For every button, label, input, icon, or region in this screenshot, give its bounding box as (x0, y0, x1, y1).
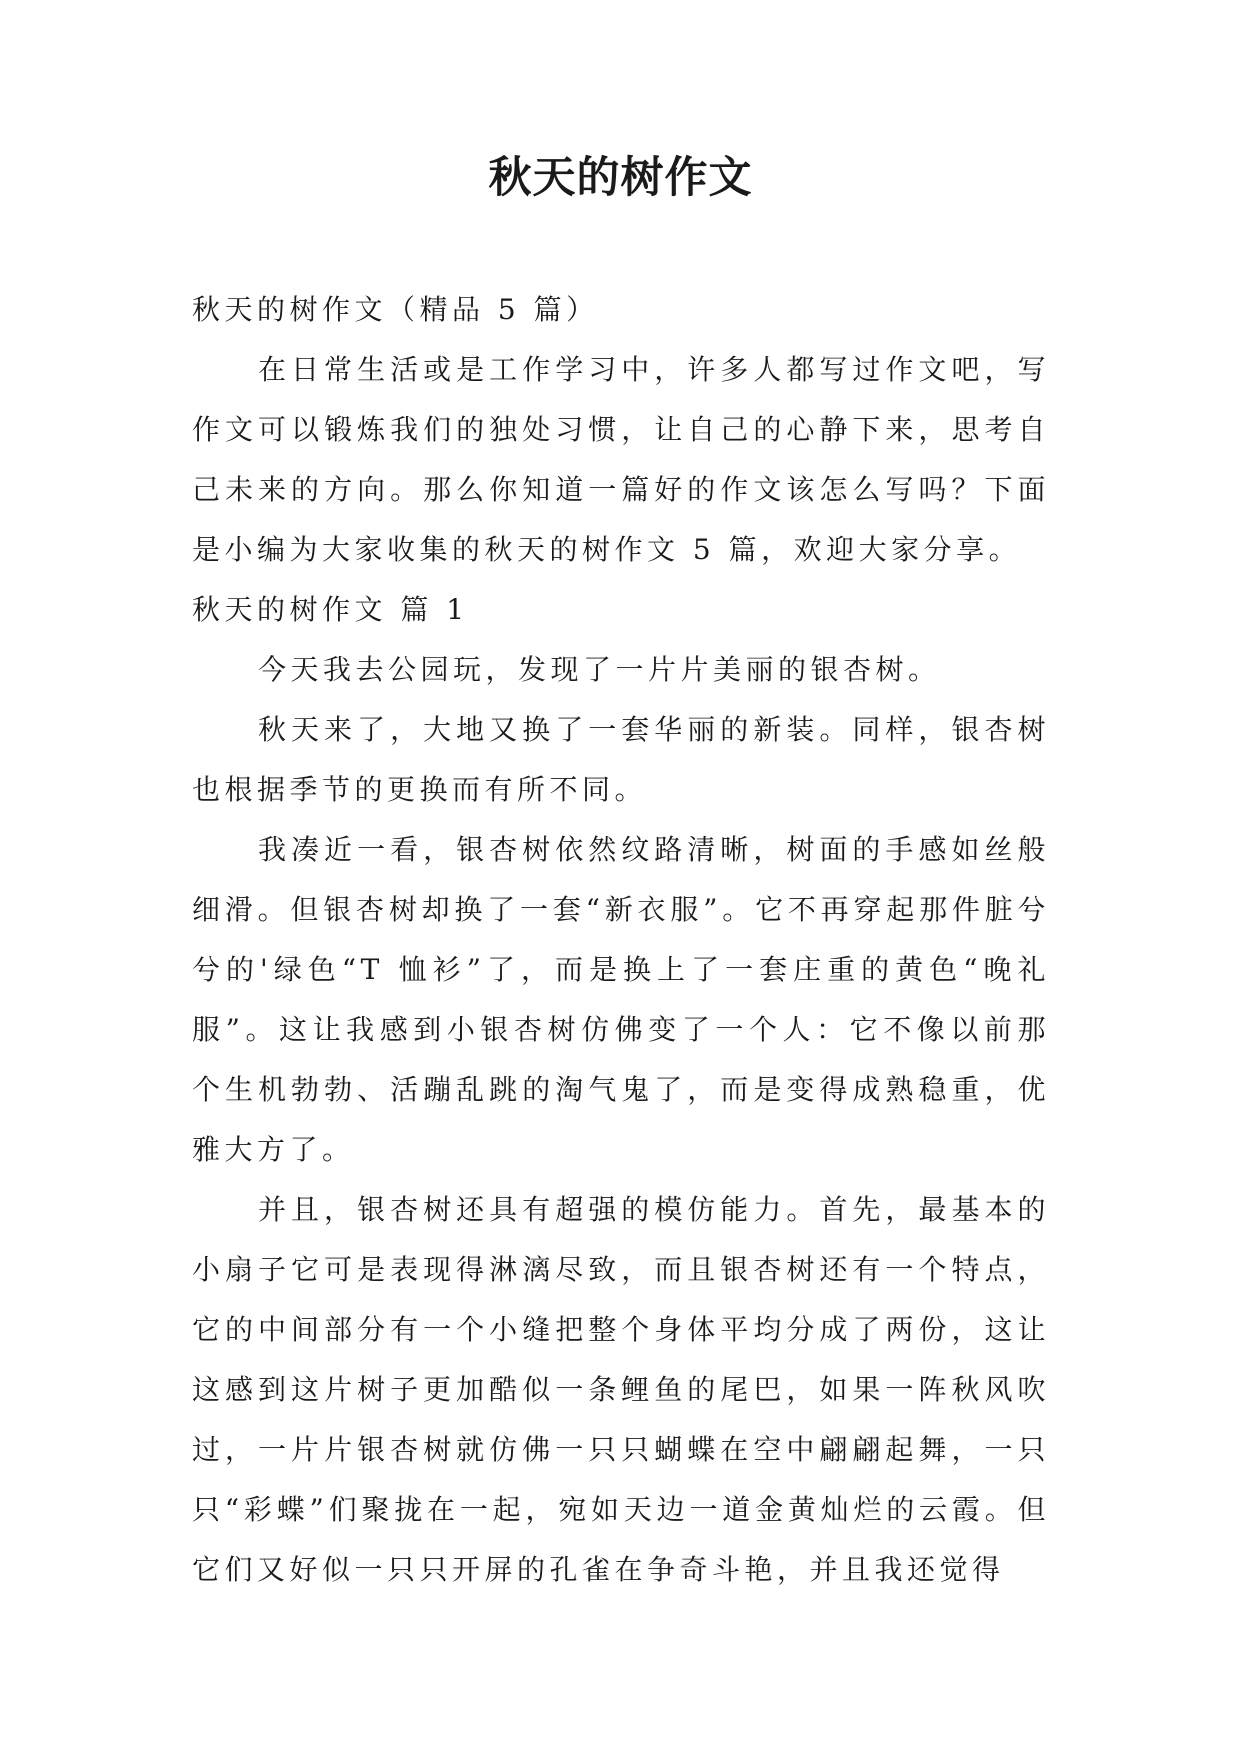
document-subtitle: 秋天的树作文（精品 5 篇） (192, 293, 599, 326)
body-paragraph: 并且，银杏树还具有超强的模仿能力。首先，最基本的小扇子它可是表现得淋漓尽致，而且银杏树还有一个特点，它的中间部分有一个小缝把整个身体平均分成了两份，这让这感到这片树子更加酷似一条鲤鱼的尾巴，如果一阵秋风吹过，一片片银杏树就仿佛一只只蝴蝶在空中翩翩起舞，一只只“彩蝶”们聚拢在一起，宛如天边一道金黄灿烂的云霞。但它们又好似一只只开屏的孔雀在争奇斗艳，并且我还觉得 (192, 1193, 1050, 1586)
body-paragraph: 我凑近一看，银杏树依然纹路清晰，树面的手感如丝般细滑。但银杏树却换了一套“新衣服”。它不再穿起那件脏兮兮的'绿色“T 恤衫”了，而是换上了一套庄重的黄色“晚礼服”。这让我感到小银杏树仿佛变了一个人：它不像以前那个生机勃勃、活蹦乱跳的淘气鬼了，而是变得成熟稳重，优雅大方了。 (192, 833, 1050, 1166)
body-paragraph: 今天我去公园玩，发现了一片片美丽的银杏树。 (258, 653, 941, 686)
section-heading: 秋天的树作文 篇 1 (192, 593, 469, 626)
intro-paragraph: 在日常生活或是工作学习中，许多人都写过作文吧，写作文可以锻炼我们的独处习惯，让自己的心静下来，思考自己未来的方向。那么你知道一篇好的作文该怎么写吗？下面是小编为大家收集的秋天的树作文 5 篇，欢迎大家分享。 (192, 353, 1050, 566)
body-paragraph: 秋天来了，大地又换了一套华丽的新装。同样，银杏树也根据季节的更换而有所不同。 (192, 713, 1050, 806)
document-body (192, 280, 1050, 1600)
document-title: 秋天的树作文 (488, 153, 753, 203)
